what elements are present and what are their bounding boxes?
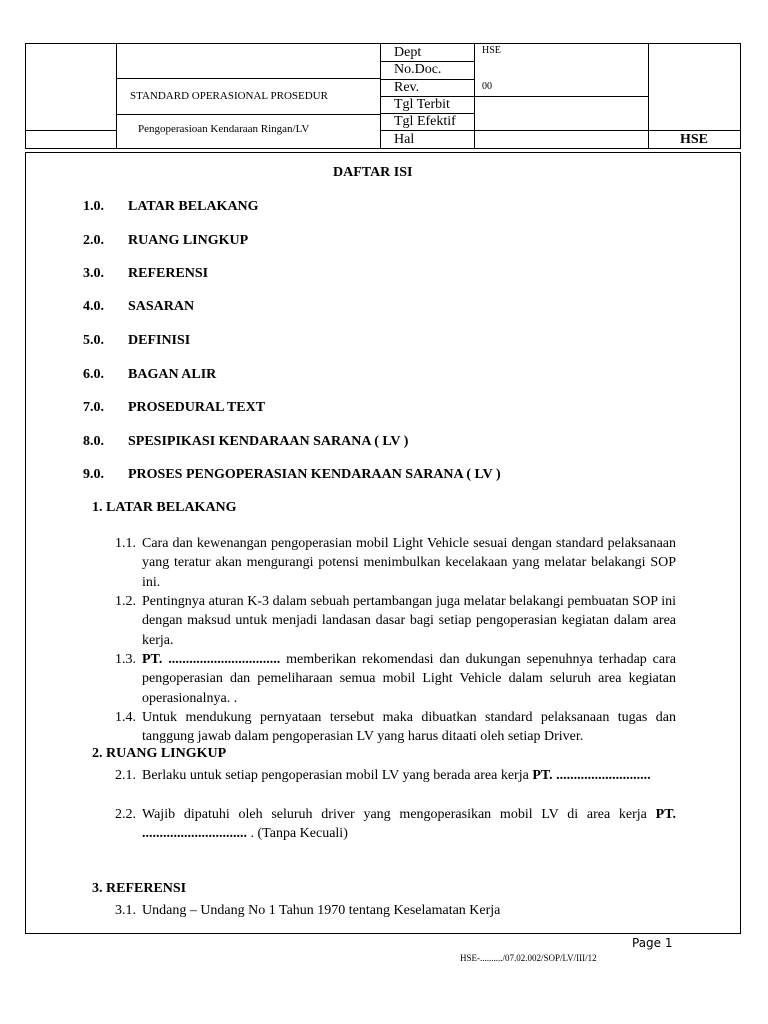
item-text xyxy=(142,805,676,844)
header-divider xyxy=(116,114,380,115)
label-tgl-terbit: Tgl Terbit xyxy=(394,97,450,112)
section-heading-latar-belakang: 1. LATAR BELAKANG xyxy=(92,500,237,515)
toc-text: SASARAN xyxy=(128,299,195,314)
label-dept: Dept xyxy=(394,45,422,60)
item-number: 2.1. xyxy=(115,768,136,783)
item-text-body: Berlaku untuk setiap pengoperasian mobil LV yang berada area kerja xyxy=(142,768,533,783)
item-number: 1.4. xyxy=(115,710,136,725)
item-text: Cara dan kewenangan pengoperasian mobil Light Vehicle sesuai dengan standard pelaksanaan yang teratur akan mengurangi potensi menimbulkan kecelakaan yang melatar belakangi SOP ini. xyxy=(142,536,676,590)
toc-text: SPESIPIKASI KENDARAAN SARANA ( LV ) xyxy=(128,434,409,449)
rev-value: 00 xyxy=(482,81,492,92)
toc-text: BAGAN ALIR xyxy=(128,367,217,382)
toc-number: 4.0. xyxy=(83,299,104,314)
item-text xyxy=(142,650,676,708)
item-number: 1.2. xyxy=(115,594,136,609)
sop-title: STANDARD OPERASIONAL PROSEDUR xyxy=(130,90,328,102)
toc-number: 9.0. xyxy=(83,467,104,482)
item-number: 3.1. xyxy=(115,903,136,918)
toc-number: 6.0. xyxy=(83,367,104,382)
toc-text: LATAR BELAKANG xyxy=(128,199,259,214)
toc-text: DEFINISI xyxy=(128,333,191,348)
document-code: HSE-........../07.02.002/SOP/LV/III/12 xyxy=(460,953,597,963)
sop-subtitle: Pengoperasioan Kendaraan Ringan/LV xyxy=(138,123,310,135)
company-placeholder: PT. .............................. xyxy=(142,807,676,842)
toc-number: 7.0. xyxy=(83,400,104,415)
label-no-doc: No.Doc. xyxy=(394,62,442,77)
item-text: Pentingnya aturan K-3 dalam sebuah pertambangan juga melatar belakangi pembuatan SOP ini dengan maksud untuk menjadi landasan dasar bagi setiap pengoperasian kegiatan dalam area kerja. xyxy=(142,594,676,648)
toc-number: 3.0. xyxy=(83,266,104,281)
item-text xyxy=(142,766,676,785)
label-rev: Rev. xyxy=(394,80,420,95)
toc-title: DAFTAR ISI xyxy=(333,165,413,180)
item-text: Undang – Undang No 1 Tahun 1970 tentang Keselamatan Kerja xyxy=(142,903,501,918)
toc-text: PROSEDURAL TEXT xyxy=(128,400,266,415)
toc-number: 8.0. xyxy=(83,434,104,449)
toc-text: PROSES PENGOPERASIAN KENDARAAN SARANA ( LV ) xyxy=(128,467,501,482)
toc-text: REFERENSI xyxy=(128,266,209,281)
company-placeholder: PT. ........................... xyxy=(532,768,651,783)
toc-number: 1.0. xyxy=(83,199,104,214)
item-text-body: memberikan rekomendasi dan dukungan sepenuhnya terhadap cara pengoperasian dan pemeliharaan semua mobil Light Vehicle dalam seluruh area kegiatan operasionalnya. . xyxy=(142,652,676,706)
item-text: Untuk mendukung pernyataan tersebut maka dibuatkan standard pelaksanaan tugas dan tanggung jawab dalam pengoperasian LV yang harus ditaati oleh setiap Driver. xyxy=(142,710,676,745)
item-number: 1.3. xyxy=(115,652,136,667)
header-divider xyxy=(26,130,116,131)
page-number: Page 1 xyxy=(632,936,673,950)
label-hal: Hal xyxy=(394,132,415,147)
header-divider xyxy=(116,44,117,148)
toc-text: RUANG LINGKUP xyxy=(128,233,249,248)
company-placeholder: PT. ................................ xyxy=(142,652,281,667)
item-number: 1.1. xyxy=(115,536,136,551)
dept-value: HSE xyxy=(482,45,501,56)
item-number: 2.2. xyxy=(115,807,136,822)
header-divider xyxy=(116,78,380,79)
document-header-table xyxy=(25,43,741,149)
section-heading-ruang-lingkup: 2. RUANG LINGKUP xyxy=(92,746,227,761)
header-divider xyxy=(380,130,741,131)
hal-value: HSE xyxy=(680,132,709,147)
item-text-tail: . (Tanpa Kecuali) xyxy=(247,826,348,842)
toc-number: 5.0. xyxy=(83,333,104,348)
item-text-body: Wajib dipatuhi oleh seluruh driver yang mengoperasikan mobil LV di area kerja xyxy=(142,807,656,822)
label-tgl-efektif: Tgl Efektif xyxy=(394,114,456,129)
section-heading-referensi: 3. REFERENSI xyxy=(92,881,187,896)
toc-number: 2.0. xyxy=(83,233,104,248)
header-divider xyxy=(648,44,649,148)
